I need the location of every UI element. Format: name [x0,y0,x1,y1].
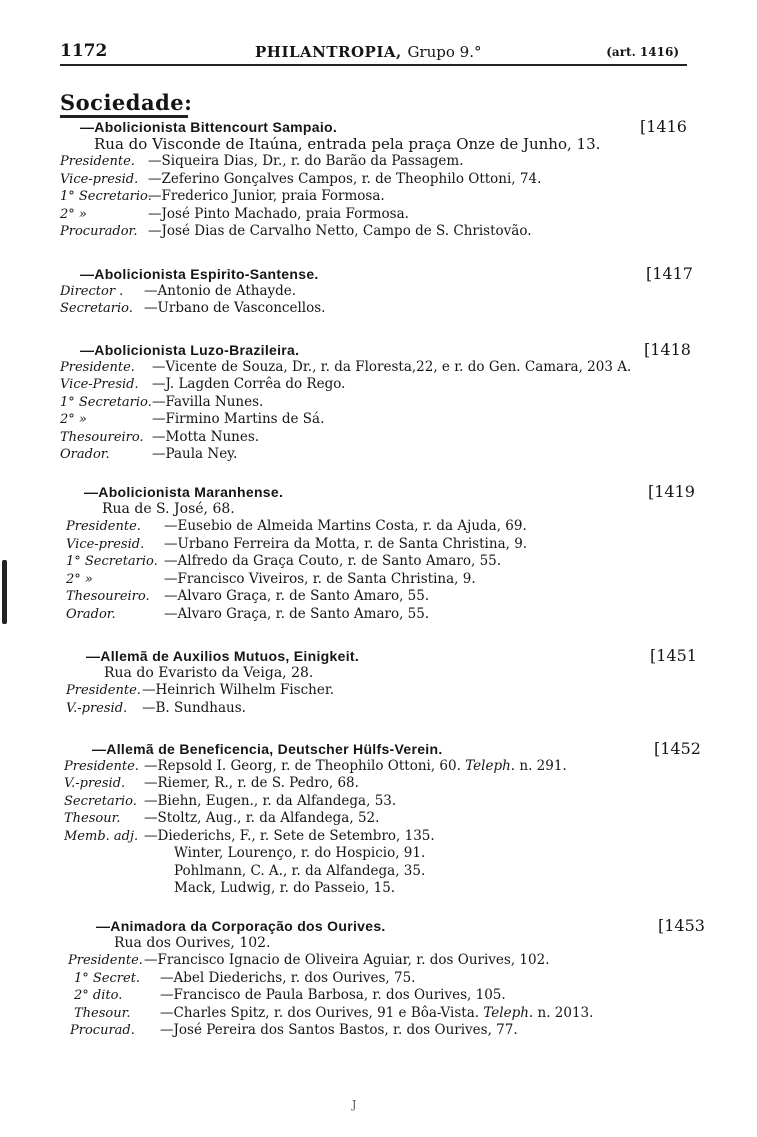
officer-role: Presidente. [68,953,143,968]
officer-row [60,775,700,793]
page-header [60,38,687,62]
officer-row [60,793,700,811]
officer-role: Thesoureiro. [66,589,150,604]
group-label: Grupo 9.° [407,43,482,61]
officer-name: —Siqueira Dias, Dr., r. do Barão da Passagem. [148,153,464,169]
officer-role: Orador. [60,447,110,462]
officer-role: Procurad. [70,1023,135,1038]
entry-number: [1418 [644,340,691,359]
officer-role: Director . [60,283,124,299]
telephone-number: n. 291. [519,757,567,774]
entry-1419 [60,483,700,623]
officer-row [60,188,700,206]
officer-row [60,518,700,536]
officer-row [60,1005,700,1023]
officer-row [60,987,700,1005]
officer-name: —Motta Nunes. [152,428,260,445]
article-reference: (art. 1416) [606,45,679,59]
officer-row [60,300,700,318]
officer-name: —José Dias de Carvalho Netto, Campo de S. Christovão. [148,223,532,239]
officer-row [60,283,700,301]
officer-name: —Favilla Nunes. [152,393,264,410]
officer-name-text: —Repsold I. Georg, r. de Theophilo Ottoni, 60. [144,757,461,774]
officer-role: Memb. adj. [64,828,139,844]
officer-role: Procurador. [60,224,138,239]
officer-role: Presidente. [66,683,141,698]
entry-1418 [60,341,700,464]
officer-row [60,810,700,828]
entry-1451 [60,647,700,717]
officer-role: 2° » [66,571,93,587]
footer-mark: J [352,1098,357,1111]
officer-name [144,758,567,776]
officer-role: Presidente. [60,359,135,375]
entry-header [60,916,705,935]
officer-row [60,588,700,606]
officer-row [60,376,700,394]
officer-name: —Alvaro Graça, r. de Santo Amaro, 55. [164,588,430,604]
officer-row [60,153,700,171]
entry-1452 [60,740,700,898]
officer-role: Thesour. [64,811,121,826]
officer-name: —Antonio de Athayde. [144,282,297,299]
officer-name: —Paula Ney. [152,446,238,462]
officer-role: V.-presid. [64,776,126,791]
officer-row [60,553,700,571]
officer-role: 1° Secretario. [66,554,158,569]
officer-name: —Alfredo da Graça Couto, r. de Santo Amaro, 55. [164,553,502,569]
officer-row [60,536,700,554]
officer-role: 1° Secret. [74,970,141,986]
officer-row [60,970,700,988]
entry-address-line [60,136,700,154]
entry-title: —Allemã de Auxilios Mutuos, Einigkeit. [86,648,360,664]
officer-row [60,682,700,700]
officer-role: Presidente. [64,758,139,774]
entry-address-line [60,665,700,683]
officer-role: Presidente. [60,154,135,169]
officer-row [60,359,700,377]
entry-address: Rua de S. José, 68. [102,500,235,517]
entry-number: [1452 [654,739,701,758]
member-name: Pohlmann, C. A., r. da Alfandega, 35. [174,862,426,879]
officer-row [60,223,700,241]
officer-name: —Vicente de Souza, Dr., r. da Floresta,22, e r. do Gen. Camara, 203 A. [152,358,632,375]
officer-role: Thesoureiro. [60,429,144,445]
officer-name: —Abel Diederichs, r. dos Ourives, 75. [160,969,416,986]
officer-role: 2° » [60,206,87,222]
member-name: Winter, Lourenço, r. do Hospicio, 91. [174,845,426,861]
officer-role: Secretario. [60,301,133,316]
officer-name-text: —Charles Spitz, r. dos Ourives, 91 e Bôa-Vista. [160,1004,480,1021]
officer-name: —Stoltz, Aug., r. da Alfandega, 52. [144,810,380,826]
running-title-main: PHILANTROPIA, [255,43,402,61]
officer-row [60,429,700,447]
entry-header [60,483,700,501]
officer-name: —Zeferino Gonçalves Campos, r. de Theophilo Ottoni, 74. [148,170,542,187]
officer-role: Thesour. [74,1005,131,1021]
officer-row [60,758,700,776]
entry-address: Rua do Visconde de Itaúna, entrada pela praça Onze de Junho, 13. [94,134,601,153]
officer-row [60,606,700,624]
officer-name: —Frederico Junior, praia Formosa. [148,188,385,204]
officer-row [60,394,700,412]
entry-address-line [60,935,700,953]
entry-title: —Allemã de Beneficencia, Deutscher Hülfs-Verein. [92,741,443,757]
officer-row [60,171,700,189]
telephone-number: n. 2013. [537,1004,594,1021]
entry-header [60,118,700,136]
running-title [255,43,481,61]
officer-role: 2° » [60,412,87,427]
page-number: 1172 [60,41,108,61]
officer-row [60,446,700,464]
member-continuation [60,880,700,898]
officer-name: —Eusebio de Almeida Martins Costa, r. da Ajuda, 69. [164,518,527,534]
officer-role: 1° Secretario. [60,189,152,204]
officer-name: —Urbano Ferreira da Motta, r. de Santa Christina, 9. [164,535,528,552]
entry-address: Rua do Evaristo da Veiga, 28. [104,664,314,681]
officer-row [60,828,700,846]
officer-name: —Heinrich Wilhelm Fischer. [142,682,335,698]
officer-row [60,700,700,718]
entry-header [60,740,700,758]
section-title: Sociedade: [60,90,193,115]
officer-role: Presidente. [66,519,141,534]
officer-role: 1° Secretario. [60,394,152,410]
officer-row [60,952,700,970]
officer-row [60,206,700,224]
officer-role: 2° dito. [74,988,123,1003]
entry-title: —Abolicionista Espirito-Santense. [80,266,319,282]
member-continuation [60,845,700,863]
telephone-label: Teleph. [465,757,516,774]
entry-header [60,341,700,359]
scan-edge-mark [2,560,7,624]
entry-number: [1419 [648,482,695,501]
officer-name: —José Pinto Machado, praia Formosa. [148,205,409,222]
officer-row [60,1022,700,1040]
officer-name: —Biehn, Eugen., r. da Alfandega, 53. [144,792,397,809]
officer-row [60,571,700,589]
entry-address: Rua dos Ourives, 102. [114,934,271,951]
officer-name: —J. Lagden Corrêa do Rego. [152,376,346,392]
entry-number: [1416 [640,117,687,136]
officer-name: —Urbano de Vasconcellos. [144,300,326,316]
entry-number: [1451 [650,646,697,665]
entry-1417 [60,265,700,318]
telephone-label: Teleph. [483,1004,534,1021]
officer-name: —Francisco de Paula Barbosa, r. dos Ourives, 105. [160,987,506,1003]
entry-header [60,647,700,665]
entry-number: [1417 [646,264,693,283]
officer-role: Orador. [66,606,116,622]
officer-name [160,1005,593,1023]
officer-name: —Francisco Ignacio de Oliveira Aguiar, r. dos Ourives, 102. [144,952,550,968]
officer-role: Vice-Presid. [60,377,139,392]
entry-title: —Abolicionista Maranhense. [84,484,284,500]
entry-header [60,265,700,283]
officer-name: —José Pereira dos Santos Bastos, r. dos Ourives, 77. [160,1022,518,1038]
entry-title: —Animadora da Corporação dos Ourives. [96,918,386,934]
officer-name: —Firmino Martins de Sá. [152,411,325,427]
entry-number: [1453 [658,916,705,935]
officer-role: V.-presid. [66,700,128,716]
entry-address-line [60,501,700,519]
officer-name: —Diederichs, F., r. Sete de Setembro, 135. [144,827,435,844]
entry-title: —Abolicionista Bittencourt Sampaio. [80,119,338,135]
officer-name: —Alvaro Graça, r. de Santo Amaro, 55. [164,605,430,622]
header-rule [60,64,687,66]
officer-role: Vice-presid. [66,536,145,552]
officer-row [60,411,700,429]
entry-title: —Abolicionista Luzo-Brazileira. [80,342,300,358]
officer-name: —Francisco Viveiros, r. de Santa Christina, 9. [164,570,476,587]
officer-name: —Riemer, R., r. de S. Pedro, 68. [144,775,359,791]
entry-1416 [60,118,700,241]
member-continuation [60,863,700,881]
officer-name: —B. Sundhaus. [142,699,246,716]
officer-role: Secretario. [64,793,137,809]
entry-1453 [60,916,705,1040]
member-name: Mack, Ludwig, r. do Passeio, 15. [174,880,396,896]
officer-role: Vice-presid. [60,171,139,187]
